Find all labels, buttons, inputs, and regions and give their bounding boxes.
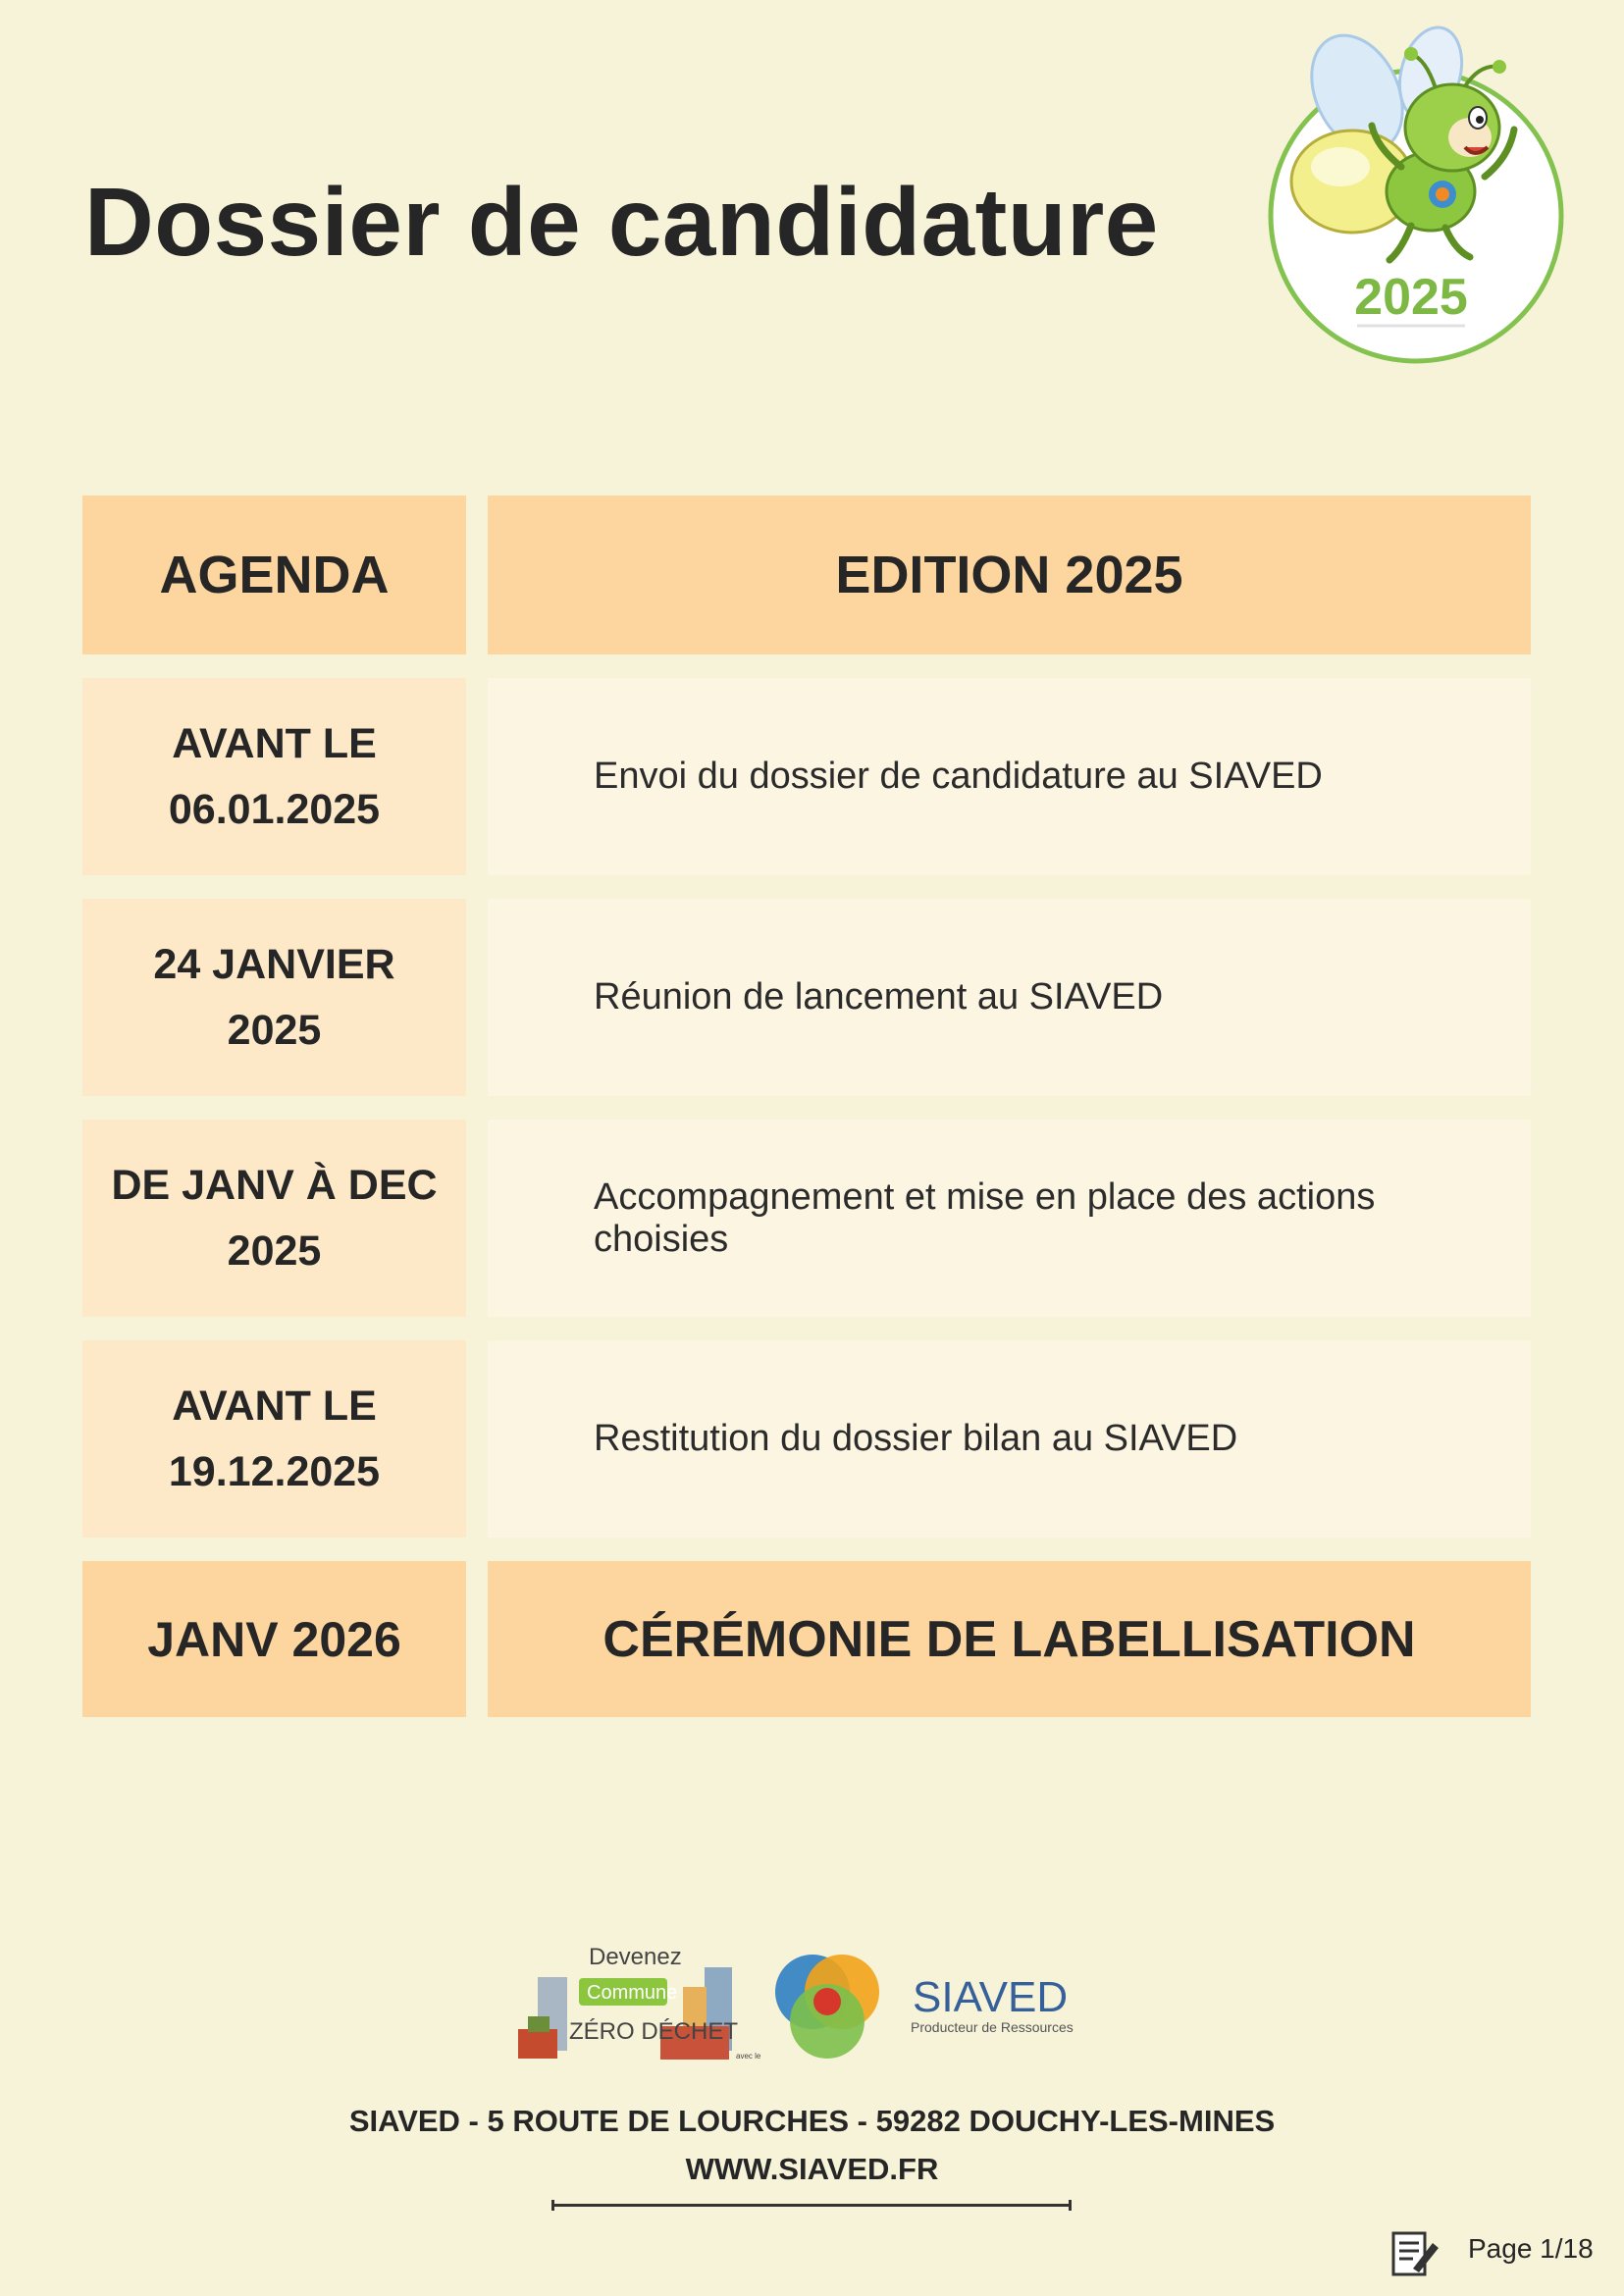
zero-dechet-logo-icon	[518, 1944, 761, 2061]
document-edit-icon	[1389, 2229, 1441, 2278]
description-text: Restitution du dossier bilan au SIAVED	[594, 1418, 1238, 1459]
table-row	[82, 1340, 1531, 1538]
address-line: SIAVED - 5 ROUTE DE LOURCHES - 59282 DOUCHY-LES-MINES	[348, 2104, 1276, 2138]
logo-text-avec: avec le	[736, 2052, 761, 2061]
mascot-badge	[1264, 20, 1568, 373]
description-text: Réunion de lancement au SIAVED	[594, 976, 1164, 1018]
table-header-row	[82, 496, 1531, 654]
footer-date-cell	[82, 1561, 466, 1717]
description-cell	[488, 1120, 1531, 1317]
description-cell	[488, 899, 1531, 1096]
description-cell	[488, 678, 1531, 875]
page-title: Dossier de candidature	[84, 168, 1159, 276]
date-cell	[82, 678, 466, 875]
page-indicator	[1389, 2229, 1594, 2276]
table-row	[82, 678, 1531, 875]
footer-date-label: JANV 2026	[147, 1611, 401, 1667]
description-text: Accompagnement et mise en place des actions choisies	[594, 1175, 1376, 1260]
siaved-tagline: Producteur de Ressources	[911, 2019, 1074, 2035]
date-line: DE JANV À DEC	[111, 1161, 438, 1209]
date-cell	[82, 1340, 466, 1538]
date-line: 24 JANVIER	[153, 940, 395, 988]
page-number: Page 1/18	[1468, 2233, 1594, 2264]
header-agenda-label: AGENDA	[159, 546, 390, 604]
header-edition-cell	[488, 496, 1531, 654]
date-line: 06.01.2025	[168, 785, 381, 833]
badge-year: 2025	[1354, 269, 1468, 326]
footer-event-label: CÉRÉMONIE DE LABELLISATION	[602, 1610, 1416, 1668]
date-line: AVANT LE	[172, 719, 377, 767]
header-agenda-cell	[82, 496, 466, 654]
description-text: Envoi du dossier de candidature au SIAVED	[594, 756, 1323, 797]
table-footer-row	[82, 1561, 1531, 1717]
logo-text-devenez: Devenez	[589, 1944, 682, 1970]
website-text: WWW.SIAVED.FR	[685, 2152, 939, 2186]
table-row	[82, 899, 1531, 1096]
date-cell	[82, 1120, 466, 1317]
description-cell	[488, 1340, 1531, 1538]
logo-text-commune: Commune	[587, 1982, 678, 2004]
date-line: 2025	[227, 1006, 322, 1054]
date-line: 2025	[227, 1226, 322, 1275]
table-row	[82, 1120, 1531, 1317]
date-cell	[82, 899, 466, 1096]
siaved-logo-text: SIAVED	[913, 1973, 1069, 2021]
date-line: 19.12.2025	[168, 1447, 381, 1495]
footer-event-cell	[488, 1561, 1531, 1717]
siaved-logo-icon	[775, 1955, 879, 2059]
header-edition-label: EDITION 2025	[835, 546, 1183, 604]
partner-logos	[518, 1943, 1107, 2070]
logo-text-zero-dechet: ZÉRO DÉCHET	[569, 2018, 739, 2045]
date-line: AVANT LE	[172, 1382, 377, 1430]
footer-divider	[551, 2204, 1072, 2207]
